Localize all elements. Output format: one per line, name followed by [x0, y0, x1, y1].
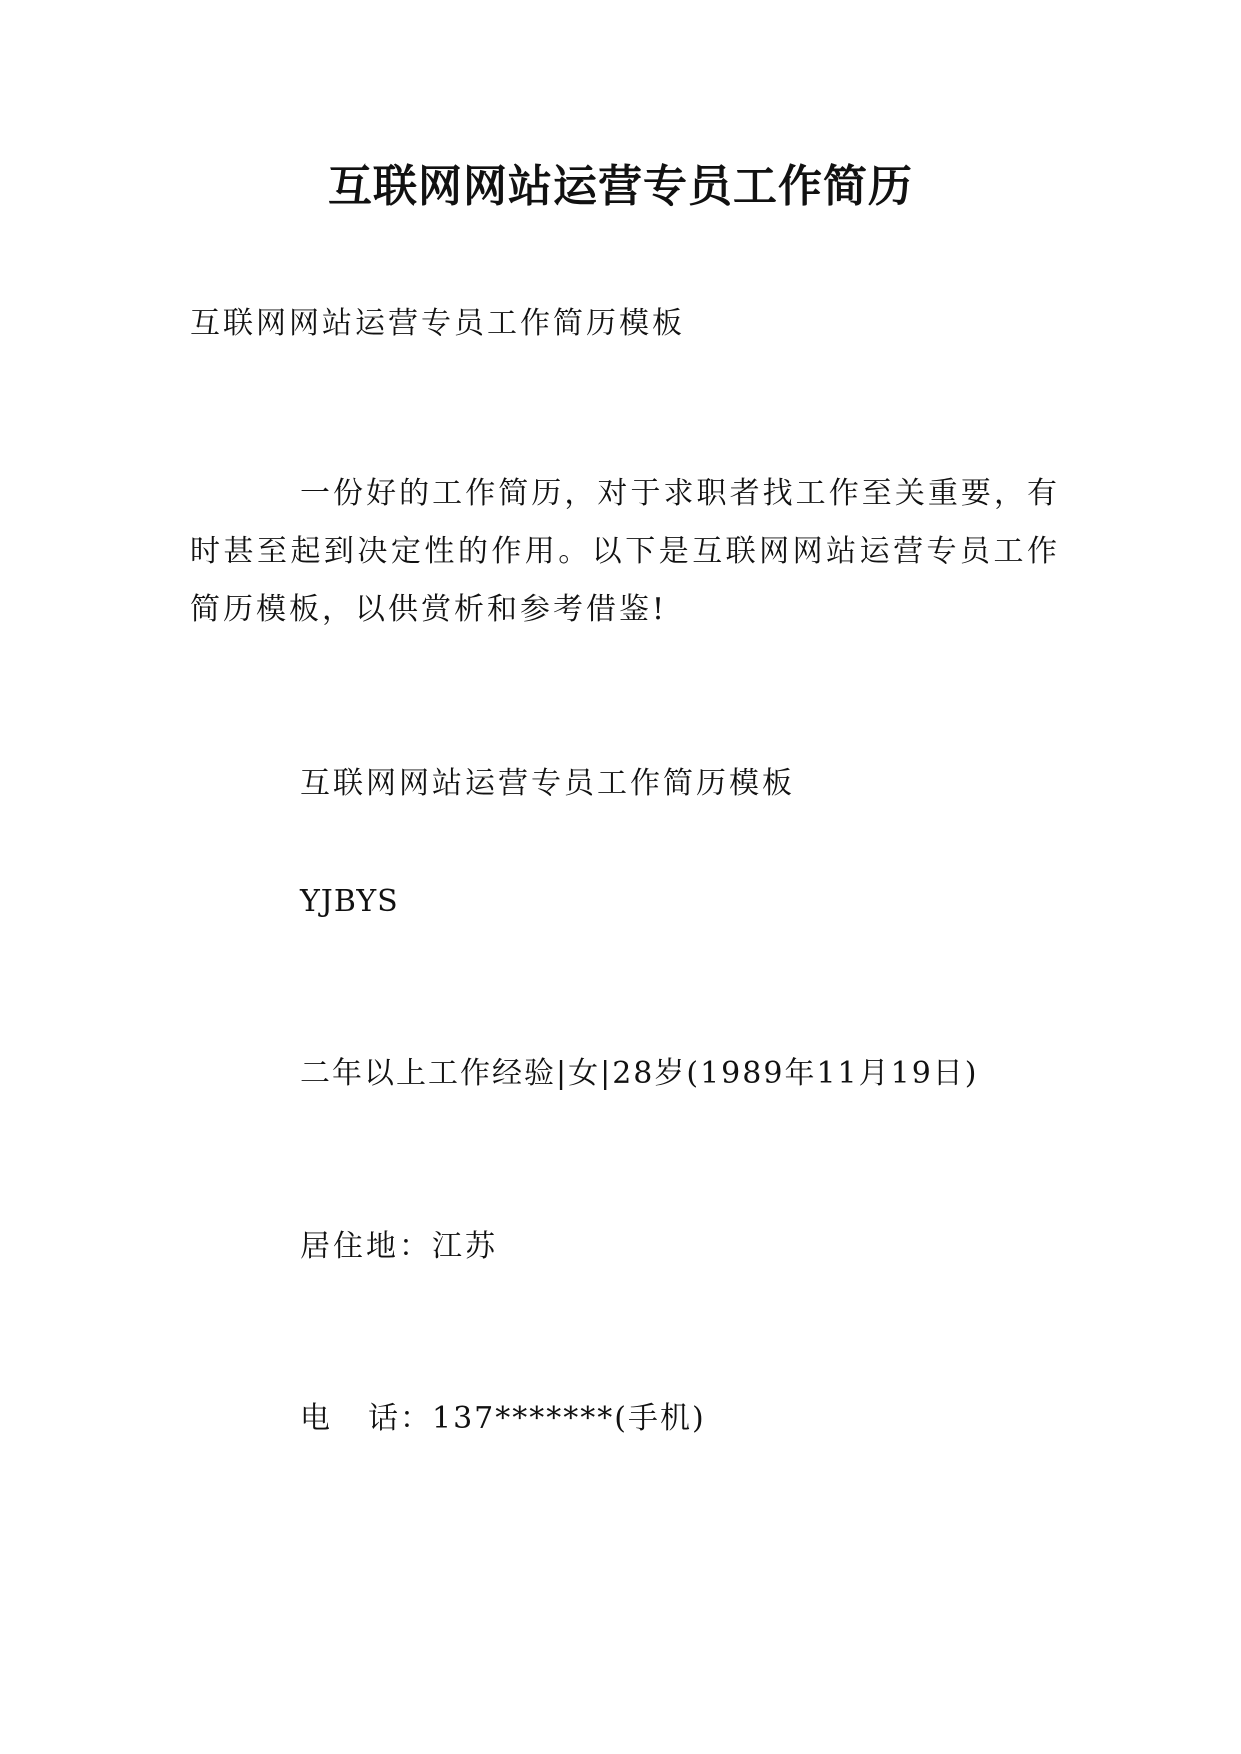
resume-code: YJBYS — [300, 884, 399, 919]
phone-line — [300, 1390, 706, 1448]
residence-line: 居住地：江苏 — [300, 1229, 498, 1264]
page-title: 互联网网站运营专员工作简历 — [328, 161, 913, 212]
document-subtitle: 互联网网站运营专员工作简历模板 — [190, 306, 685, 341]
resume-heading: 互联网网站运营专员工作简历模板 — [300, 766, 795, 801]
phone-label-part2: 话：137*******(手机) — [368, 1401, 706, 1436]
intro-paragraph: 一份好的工作简历，对于求职者找工作至关重要，有时甚至起到决定性的作用。以下是互联网网站运营专员工作简历模板，以供赏析和参考借鉴! — [190, 476, 1060, 627]
phone-label-part1: 电 — [300, 1401, 332, 1436]
experience-line: 二年以上工作经验|女|28岁(1989年11月19日) — [300, 1056, 979, 1091]
